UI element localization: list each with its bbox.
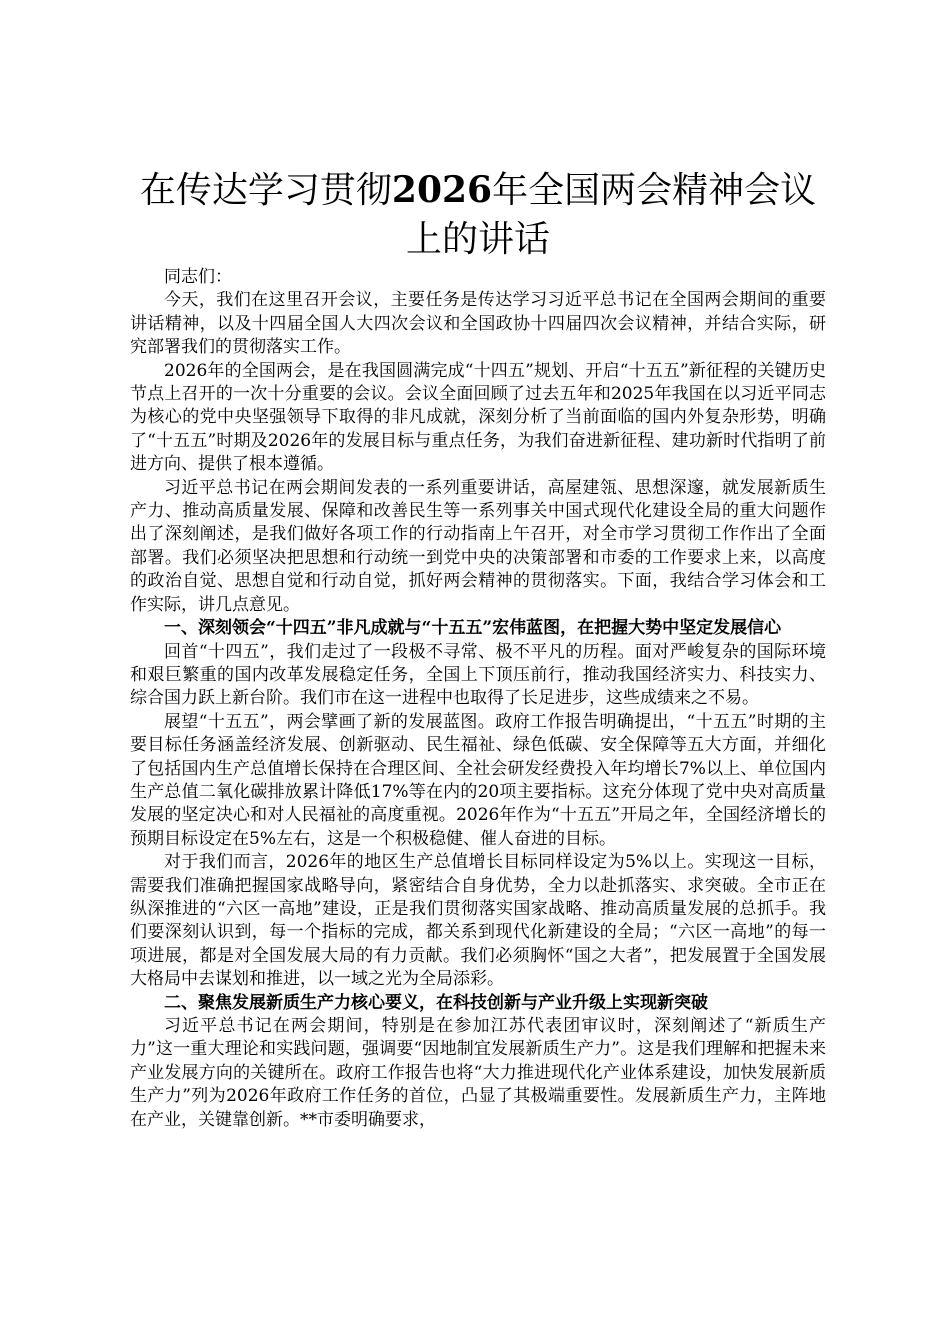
document-page <box>130 166 826 1132</box>
title-part-1: 在传达学习贯彻 <box>139 170 392 211</box>
intro-paragraph-2: 2026年的全国两会，是在我国圆满完成“十四五”规划、开启“十五五”新征程的关键历史节点上召开的一次十分重要的会议。会议全面回顾了过去五年和2025年我国在以习近平同志为核心的党中央坚强领导下取得的非凡成就，深刻分析了当前面临的国内外复杂形势，明确了“十五五”时期及2026年的发展目标与重点任务，为我们奋进新征程、建功新时代指明了前进方向、提供了根本遵循。 <box>130 360 826 475</box>
title-year: 2026 <box>391 169 493 211</box>
document-title <box>130 166 826 264</box>
section-1-paragraph-1: 回首“十四五”，我们走过了一段极不寻常、极不平凡的历程。面对严峻复杂的国际环境和艰巨繁重的国内改革发展稳定任务，全国上下顶压前行，推动我国经济实力、科技实力、综合国力跃上新台阶。我们市在这一进程中也取得了长足进步，这些成绩来之不易。 <box>130 641 826 709</box>
section-1-paragraph-2: 展望“十五五”，两会擘画了新的发展蓝图。政府工作报告明确提出，“十五五”时期的主要目标任务涵盖经济发展、创新驱动、民生福祉、绿色低碳、安全保障等五大方面，并细化了包括国内生产总值增长保持在合理区间、全社会研发经费投入年均增长7%以上、单位国内生产总值二氧化碳排放累计降低17%等在内的20项主要指标。这充分体现了党中央对高质量发展的坚定决心和对人民福祉的高度重视。2026年作为“十五五”开局之年，全国经济增长的预期目标设定在5%左右，这是一个积极稳健、催人奋进的目标。 <box>130 711 826 849</box>
section-1-heading: 一、深刻领会“十四五”非凡成就与“十五五”宏伟蓝图，在把握大势中坚定发展信心 <box>164 618 782 639</box>
section-2-paragraph-1: 习近平总书记在两会期间，特别是在参加江苏代表团审议时，深刻阐述了“新质生产力”这一重大理论和实践问题，强调要“因地制宜发展新质生产力”。这是我们理解和把握未来产业发展方向的关键所在。政府工作报告也将“大力推进现代化产业体系建设，加快发展新质生产力”列为2026年政府工作任务的首位，凸显了其极端重要性。发展新质生产力，主阵地在产业，关键靠创新。**市委明确要求， <box>130 1016 826 1130</box>
intro-paragraph-3: 习近平总书记在两会期间发表的一系列重要讲话，高屋建瓴、思想深邃，就发展新质生产力、推动高质量发展、保障和改善民生等一系列事关中国式现代化建设全局的重大问题作出了深刻阐述，是我们做好各项工作的行动指南上午召开，对全市学习贯彻工作作出了全面部署。我们必须坚决把思想和行动统一到党中央的决策部署和市委的工作要求上来，以高度的政治自觉、思想自觉和行动自觉，抓好两会精神的贯彻落实。下面，我结合学习体会和工作实际，讲几点意见。 <box>130 477 826 615</box>
intro-paragraph-1: 今天，我们在这里召开会议，主要任务是传达学习习近平总书记在全国两会期间的重要讲话精神，以及十四届全国人大四次会议和全国政协十四届四次会议精神，并结合实际，研究部署我们的贯彻落实工作。 <box>130 290 826 358</box>
salutation: 同志们： <box>164 267 232 287</box>
section-1-paragraph-3: 对于我们而言，2026年的地区生产总值增长目标同样设定为5%以上。实现这一目标，需要我们准确把握国家战略导向，紧密结合自身优势，全力以赴抓落实、求突破。全市正在纵深推进的“六区一高地”建设，正是我们贯彻落实国家战略、推动高质量发展的总抓手。我们要深刻认识到，每一个指标的完成，都关系到现代化新建设的全局；“六区一高地”的每一项进展，都是对全国发展大局的有力贡献。我们必须胸怀“国之大者”，把发展置于全国发展大格局中去谋划和推进，以一域之光为全局添彩。 <box>130 852 826 990</box>
section-2-heading: 二、聚焦发展新质生产力核心要义，在科技创新与产业升级上实现新突破 <box>164 992 708 1013</box>
title-part-2: 年全国两会精神会议上的讲话 <box>405 170 817 260</box>
